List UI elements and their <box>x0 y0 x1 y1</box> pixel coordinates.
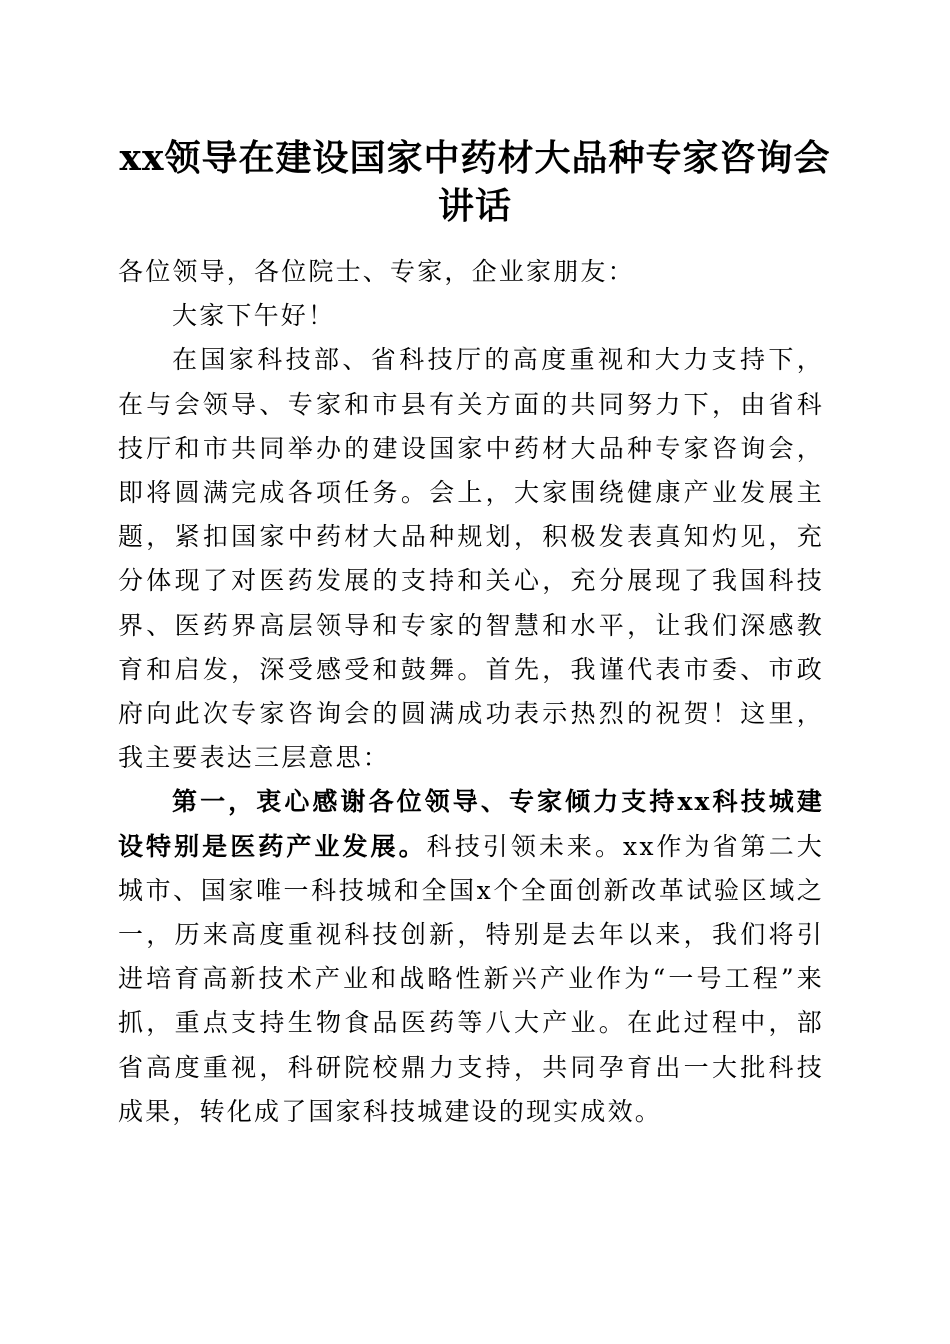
title-line-1: xx领导在建设国家中药材大品种专家咨询会 <box>119 137 831 179</box>
title-line-2: 讲话 <box>437 185 512 227</box>
greeting: 大家下午好！ <box>172 301 336 331</box>
paragraph-2-lead: 第一，衷心感谢各位领导、专家倾力支持xx科技城建设特别是医药产业发展。 <box>118 787 824 861</box>
paragraph-2 <box>118 780 824 1134</box>
document-body <box>118 250 824 1134</box>
page-title <box>100 134 850 230</box>
salutation: 各位领导，各位院士、专家，企业家朋友： <box>118 257 635 286</box>
paragraph-1: 在国家科技部、省科技厅的高度重视和大力支持下，在与会领导、专家和市县有关方面的共同努力下，由省科技厅和市共同举办的建设国家中药材大品种专家咨询会，即将圆满完成各项任务。会上，大家围绕健康产业发展主题，紧扣国家中药材大品种规划，积极发表真知灼见，充分体现了对医药发展的支持和关心，充分展现了我国科技界、医药界高层领导和专家的智慧和水平，让我们深感教育和启发，深受感受和鼓舞。首先，我谨代表市委、市政府向此次专家咨询会的圆满成功表示热烈的祝贺！这里，我主要表达三层意思： <box>118 345 824 773</box>
paragraph-2-rest: 科技引领未来。xx作为省第二大城市、国家唯一科技城和全国x个全面创新改革试验区域之一，历来高度重视科技创新，特别是去年以来，我们将引进培育高新技术产业和战略性新兴产业作为“一号工程”来抓，重点支持生物食品医药等八大产业。在此过程中，部省高度重视，科研院校鼎力支持，共同孕育出一大批科技成果，转化成了国家科技城建设的现实成效。 <box>118 831 824 1126</box>
